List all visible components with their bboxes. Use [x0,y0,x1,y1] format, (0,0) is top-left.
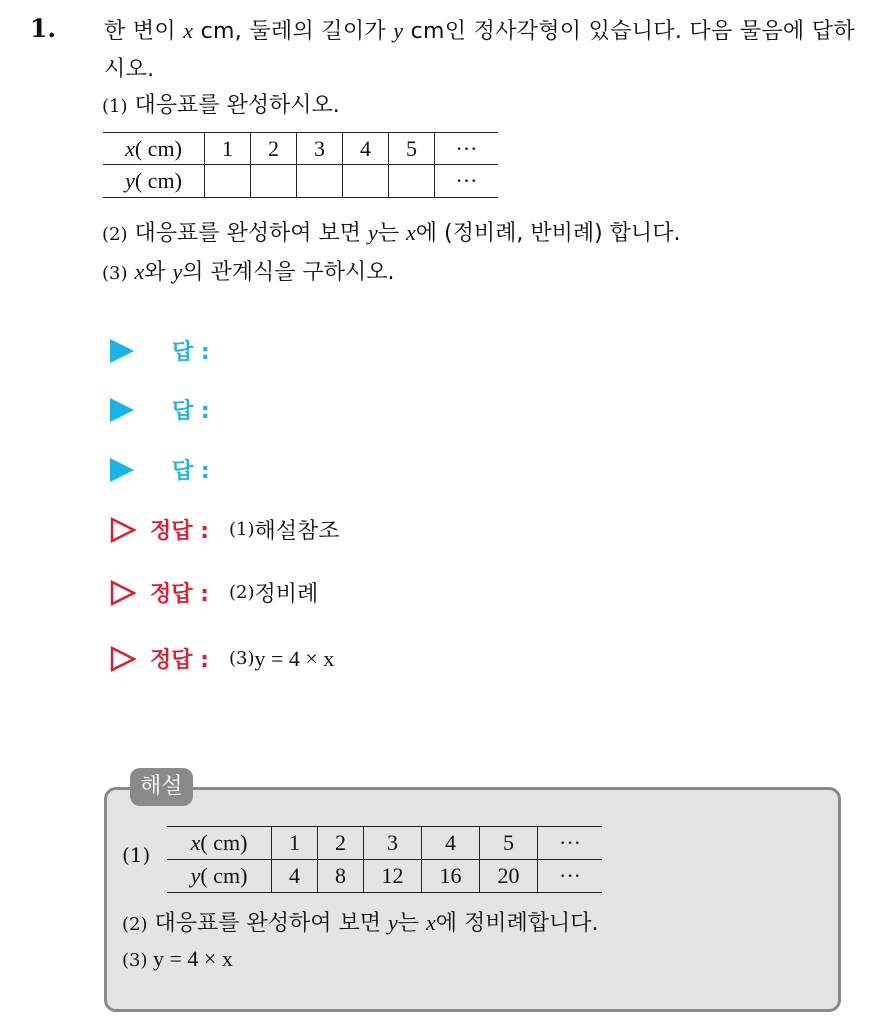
question-text: 한 변이 x cm, 둘레의 길이가 y cm인 정사각형이 있습니다. 다음 물음에 답하시오. [104,18,855,82]
sub-question-2: (2) 대응표를 완성하여 보면 y는 x에 (정비례, 반비례) 합니다. [102,220,681,246]
row-label-x: x( cm) [167,827,272,860]
table-cell-ellipsis: ··· [435,165,499,198]
solution-table [167,826,602,893]
outline-triangle-icon [110,580,136,606]
solution-part-3: (3) y = 4 × x [122,946,233,971]
table-cell-ellipsis: ··· [538,827,603,860]
play-triangle-icon [110,339,134,363]
table-cell-ellipsis: ··· [435,133,499,165]
table-cell: 5 [480,827,538,860]
blank-cell[interactable] [389,165,435,198]
solution-tab: 해설 [130,768,193,806]
blank-cell[interactable] [343,165,389,198]
table-cell: 16 [422,860,480,893]
blank-cell[interactable] [205,165,251,198]
outline-triangle-icon [110,646,136,672]
table-cell: 4 [422,827,480,860]
table-row [167,860,602,893]
question-table [103,132,498,198]
play-triangle-icon [110,458,134,482]
question-number: 1. [30,14,57,43]
sub-question-3: (3) x와 y의 관계식을 구하시오. [102,259,395,285]
answer-row-3[interactable]: 답 : [110,454,210,485]
correct-answer-2: 정답 : (2) 정비례 [110,577,318,608]
table-cell: 4 [272,860,318,893]
outline-triangle-icon [110,517,136,543]
table-cell: 4 [343,133,389,165]
table-cell: 3 [364,827,422,860]
row-label-y: y( cm) [167,860,272,893]
table-cell-ellipsis: ··· [538,860,603,893]
blank-cell[interactable] [251,165,297,198]
table-cell: 5 [389,133,435,165]
solution-part-1-number: (1) [122,843,151,867]
table-row [167,827,602,860]
table-row [103,165,498,198]
table-cell: 8 [318,860,364,893]
row-label-x: x( cm) [103,133,205,165]
table-cell: 2 [318,827,364,860]
correct-answer-1: 정답 : (1) 해설참조 [110,514,339,545]
row-label-y: y( cm) [103,165,205,198]
solution-part-2: (2) 대응표를 완성하여 보면 y는 x에 정비례합니다. [122,910,599,936]
table-cell: 3 [297,133,343,165]
solution-box [104,787,841,1012]
answer-row-1[interactable]: 답 : [110,335,210,366]
table-row [103,133,498,165]
table-cell: 2 [251,133,297,165]
table-cell: 12 [364,860,422,893]
table-cell: 20 [480,860,538,893]
table-cell: 1 [205,133,251,165]
blank-cell[interactable] [297,165,343,198]
play-triangle-icon [110,398,134,422]
sub-question-1: (1) 대응표를 완성하시오. [102,93,340,118]
correct-answer-3: 정답 : (3) y = 4 × x [110,643,334,674]
table-cell: 1 [272,827,318,860]
answer-row-2[interactable]: 답 : [110,394,210,425]
